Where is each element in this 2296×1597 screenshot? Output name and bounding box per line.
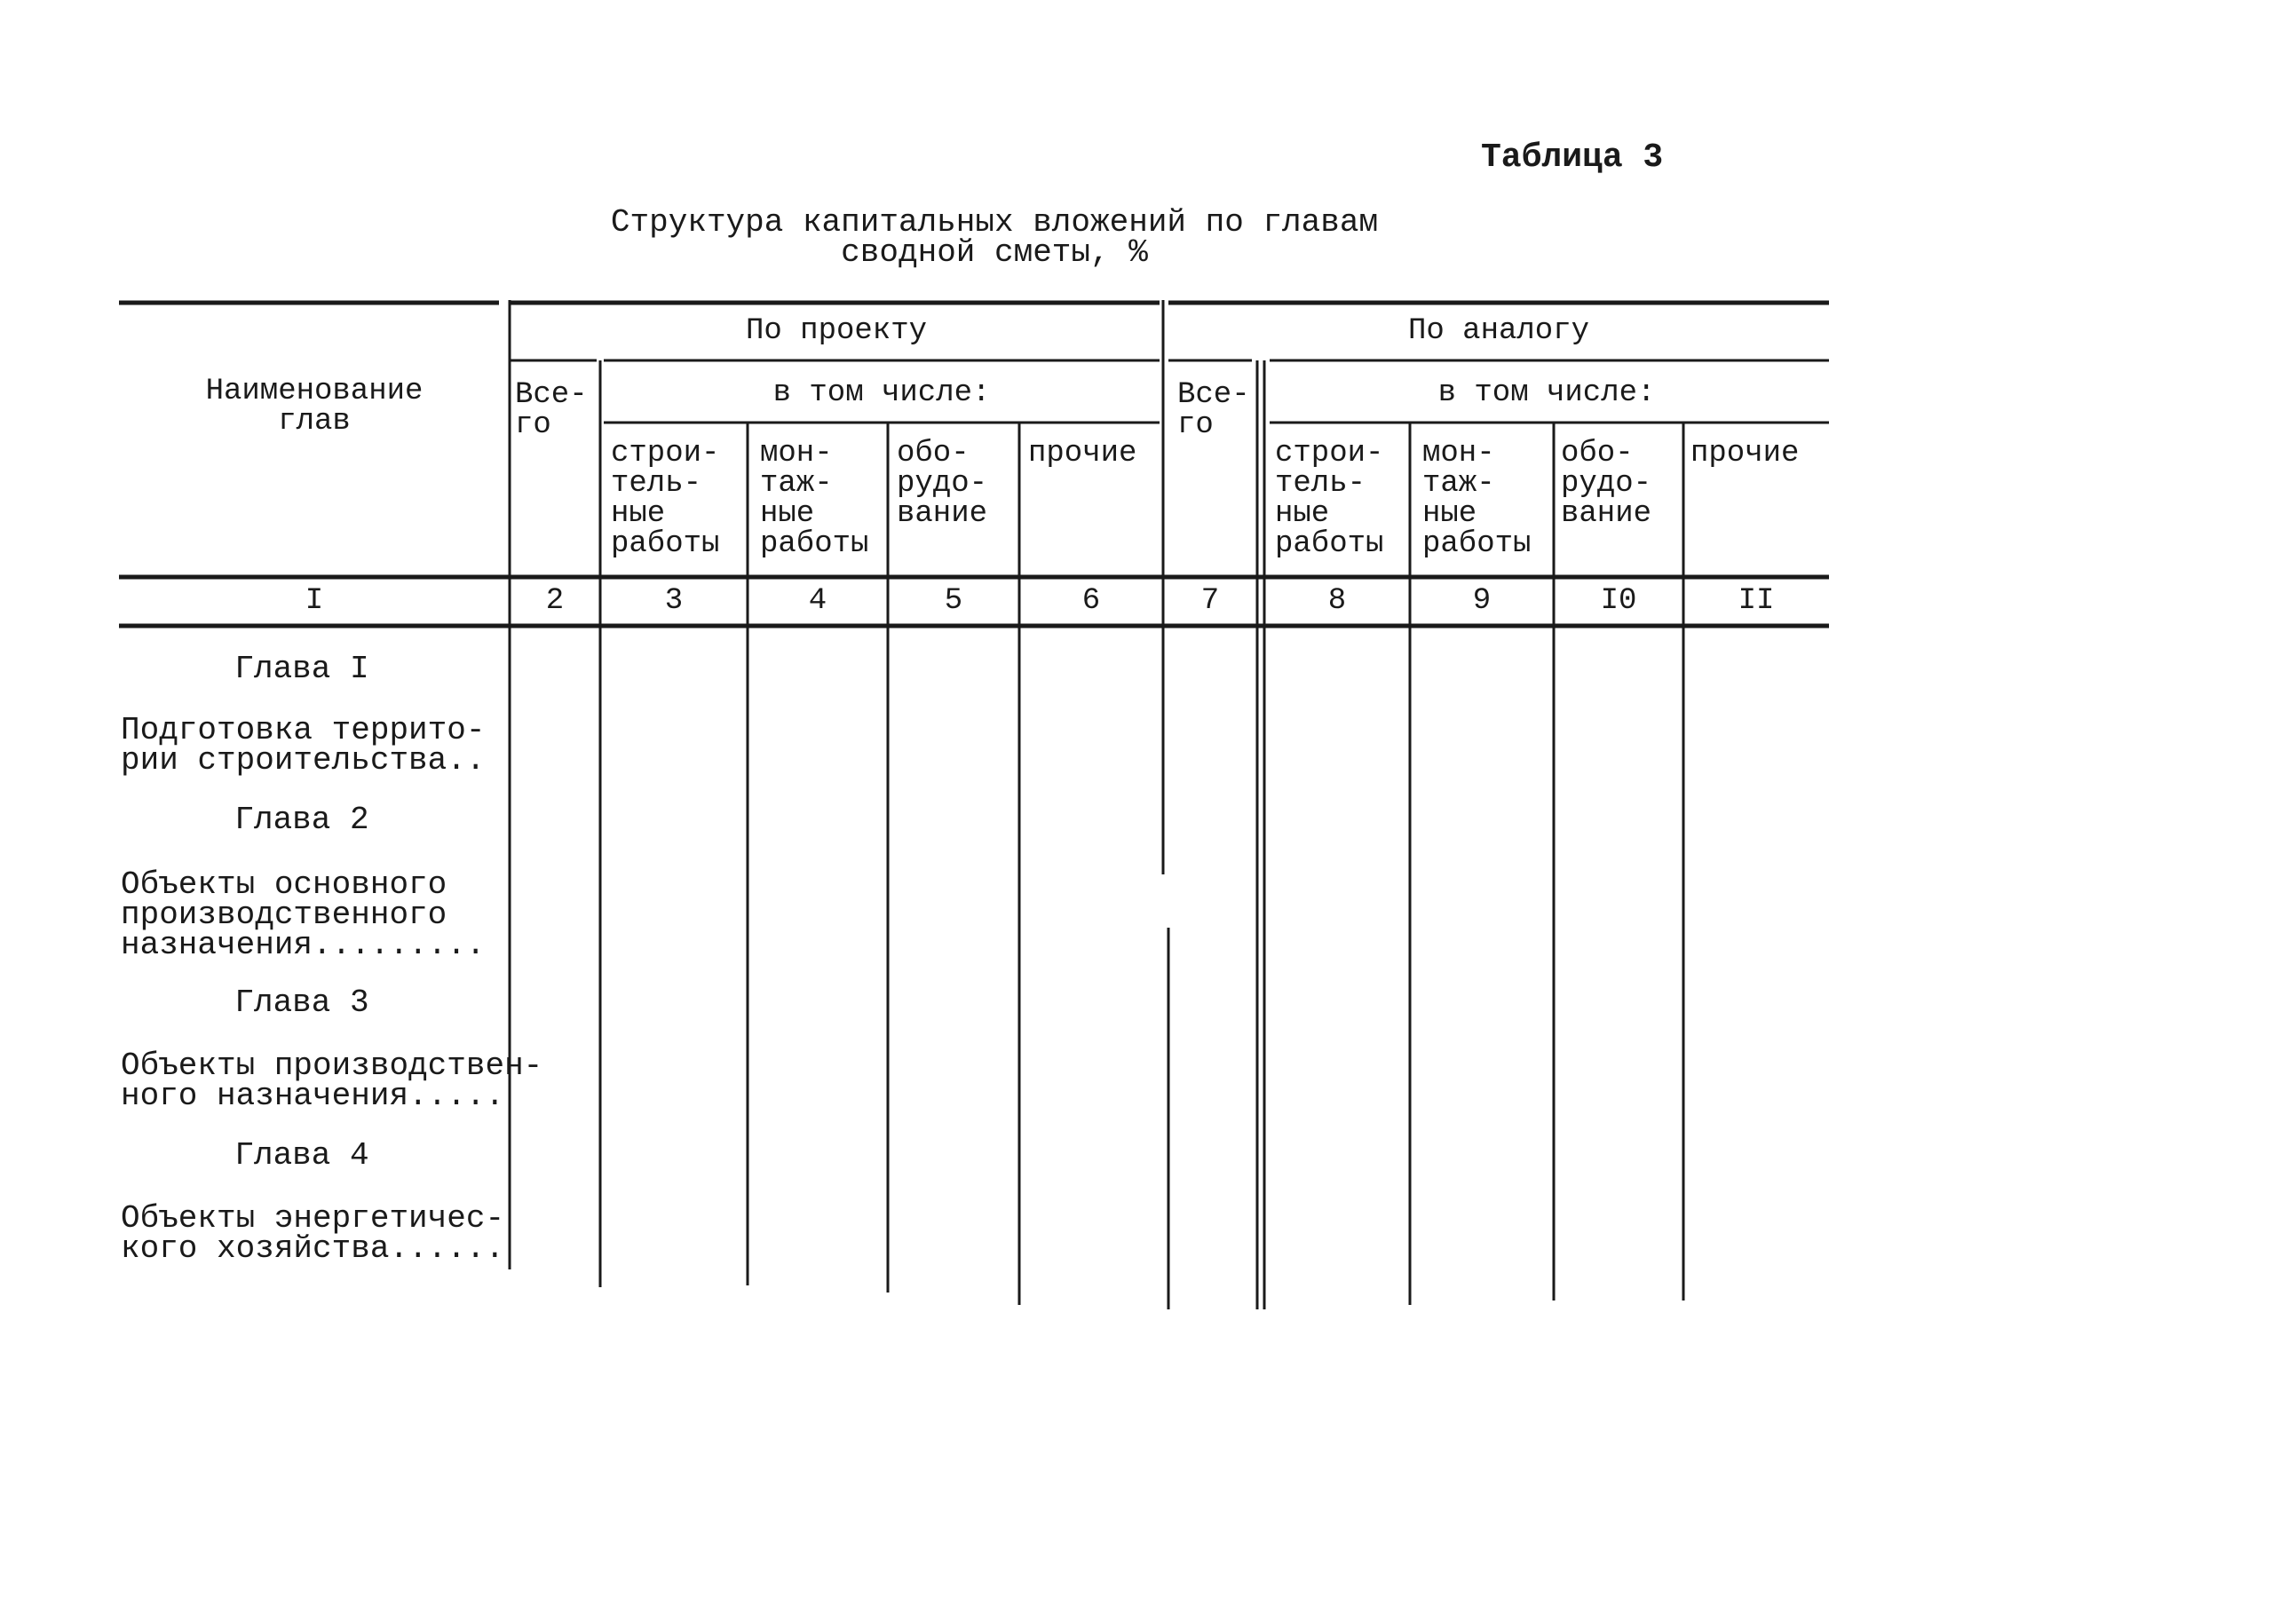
header-other-analog: прочие (1690, 437, 1800, 470)
chapter-1-name: Подготовка террито- рии строительства.. (121, 712, 486, 779)
column-number-11: II (1738, 584, 1775, 618)
header-construction-analog: строи- тель- ные работы (1275, 437, 1384, 561)
header-including-analog: в том числе: (1437, 376, 1656, 410)
column-number-4: 4 (808, 584, 827, 618)
header-equipment-analog: обо- рудо- вание (1561, 437, 1652, 531)
chapter-3-name: Объекты производствен- ного назначения..... (121, 1048, 543, 1114)
header-installation-analog: мон- таж- ные работы (1422, 437, 1532, 561)
chapter-heading-3: Глава 3 (234, 984, 369, 1021)
column-number-9: 9 (1472, 584, 1492, 618)
column-number-2: 2 (545, 584, 565, 618)
chapter-4-name: Объекты энергетичес- кого хозяйства...... (121, 1200, 505, 1267)
chapter-2-name: Объекты основного производственного назначения......... (121, 866, 486, 963)
header-group-project: По проекту (745, 314, 928, 348)
table-title-line1: Структура капитальных вложений по главам (610, 204, 1379, 241)
table-title-line2: сводной сметы, % (841, 234, 1148, 271)
table-label: Таблица 3 (1481, 138, 1664, 177)
header-installation-project: мон- таж- ные работы (760, 437, 869, 561)
column-number-5: 5 (944, 584, 963, 618)
header-group-analog: По аналогу (1407, 314, 1590, 348)
header-other-project: прочие (1028, 437, 1137, 470)
column-number-8: 8 (1327, 584, 1347, 618)
header-including-project: в том числе: (772, 376, 991, 410)
column-number-10: I0 (1600, 584, 1637, 618)
chapter-heading-2: Глава 2 (234, 802, 369, 838)
column-number-7: 7 (1200, 584, 1220, 618)
header-construction-project: строи- тель- ные работы (611, 437, 720, 561)
column-number-1: I (305, 584, 324, 618)
column-number-3: 3 (664, 584, 684, 618)
chapter-heading-1: Глава I (234, 651, 369, 687)
header-total-project: Все- го (515, 378, 588, 442)
header-total-analog: Все- го (1177, 378, 1250, 442)
header-chapter-name: Наименование глав (205, 375, 424, 439)
header-equipment-project: обо- рудо- вание (897, 437, 988, 531)
chapter-heading-4: Глава 4 (234, 1137, 369, 1174)
column-number-6: 6 (1081, 584, 1101, 618)
